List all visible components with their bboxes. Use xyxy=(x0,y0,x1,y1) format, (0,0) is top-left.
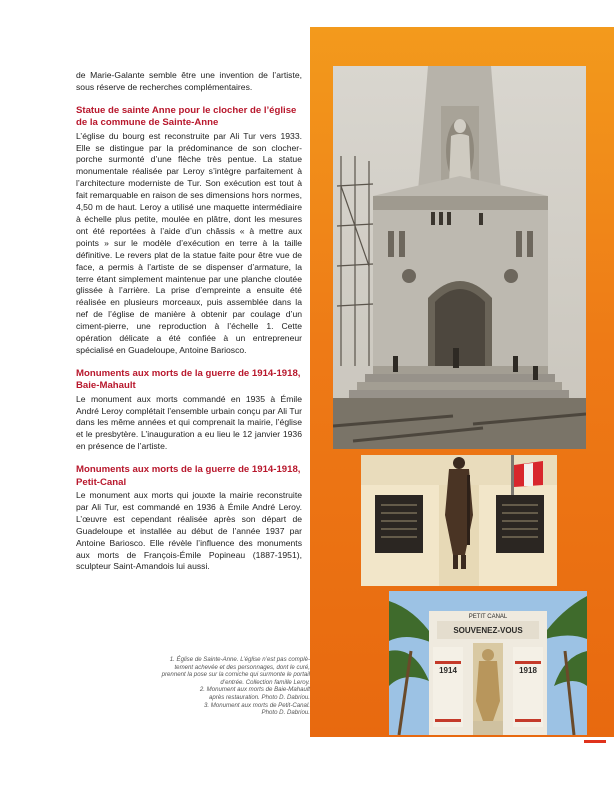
caption-2-line-2: après restauration. Photo D. Dabriou. xyxy=(209,693,310,701)
caption-3-line-2: Photo D. Dabriou. xyxy=(261,709,310,717)
year-left-text: 1914 xyxy=(439,666,457,675)
petit-canal-photo-svg xyxy=(389,591,587,735)
caption-1-line-3: prennent la pose sur la corniche qui surmonte le portail xyxy=(161,671,310,679)
heading-sainte-anne: Statue de sainte Anne pour le clocher de l’église de la commune de Sainte-Anne xyxy=(76,104,297,129)
petit-canal-sign-text: PETIT CANAL xyxy=(468,614,508,620)
paragraph-sainte-anne: L’église du bourg est reconstruite par Ali Tur vers 1933. Elle se distingue par la prédominance de son clocher-porche surmonté d’une flèche très pentue. La statue monumentale réalisée par Leroy s’intègre parfaitement à l’architecture moderniste de Tur. Son exécution est tout à fait remarquable en raison de ses dimensions hors normes, 4,50 m de haut. Leroy a utilisé une maquette intermédiaire à échelle plus petite, moulée en plâtre, dont les mesures ont été reportées à l’aide d’un châssis « à mettre aux points » sur le modèle d’exécution en terre à la taille définitive. Le revers plat de la statue faite pour être vue de face, a permis à l’artiste de se dispenser d’armature, la terre étant simplement maintenue par une planche cloutée glissée à l’arrière. La prise d’empreinte a ensuite été réalisée en plusieurs morceaux, puis assemblée dans la nef de l’église de manière à obtenir par coulage d’un ciment-pierre, une reproduction à l’échelle 1. Cette opération délicate a été confiée à un entrepreneur spécialisé en Guadeloupe, Antoine Bariosco. xyxy=(76,130,302,355)
photo-memorial-baie-mahault xyxy=(361,455,557,586)
photo-captions xyxy=(100,656,310,717)
heading-petit-canal: Monuments aux morts de la guerre de 1914-1918, Petit-Canal xyxy=(76,464,301,488)
baie-mahault-photo-svg xyxy=(361,455,557,586)
photo-memorial-petit-canal xyxy=(389,591,587,735)
caption-2-line-1: 2. Monument aux morts de Baie-Mahault xyxy=(199,686,310,694)
paragraph-baie-mahault: Le monument aux morts commandé en 1935 à Émile André Leroy complétait l’ensemble urbain conçu par Ali Tur dans les même années et qui comprenait la mairie, l’église et le presbytère. L’inauguration a eu lieu le 12 janvier 1936 en présence de l’artiste. xyxy=(76,393,302,452)
paragraph-petit-canal: Le monument aux morts qui jouxte la mairie reconstruite par Ali Tur, est commandé en 1936 à Émile André Leroy. L’œuvre est cependant réalisée après son départ de Guadeloupe et installée au début de l’année 1937 par Antoine Bariosco. Elle révèle l’influence des monuments aux morts de François-Émile Popineau (1887-1951), sculpteur Saint-Amandois lui aussi. xyxy=(76,490,302,572)
corner-mark xyxy=(584,740,606,743)
caption-3-line-1: 3. Monument aux morts de Petit-Canal. xyxy=(203,701,310,709)
caption-1-line-4: d’entrée. Collection famille Leroy. xyxy=(220,678,310,686)
souvenez-vous-text: SOUVENEZ-VOUS xyxy=(453,626,523,635)
intro-paragraph: de Marie-Galante semble être une invention de l’artiste, sous réserve de recherches complémentaires. xyxy=(76,70,302,92)
church-photo-svg xyxy=(333,66,586,449)
caption-1-line-2: tement achevée et des personnages, dont le curé, xyxy=(174,663,310,671)
text-column xyxy=(76,70,302,573)
photo-church-sainte-anne xyxy=(333,66,586,449)
caption-1-line-1: 1. Église de Sainte-Anne. L’église n’est pas complè- xyxy=(169,656,310,663)
heading-baie-mahault: Monuments aux morts de la guerre de 1914-1918, Baie-Mahault xyxy=(76,367,301,392)
year-right-text: 1918 xyxy=(519,666,537,675)
